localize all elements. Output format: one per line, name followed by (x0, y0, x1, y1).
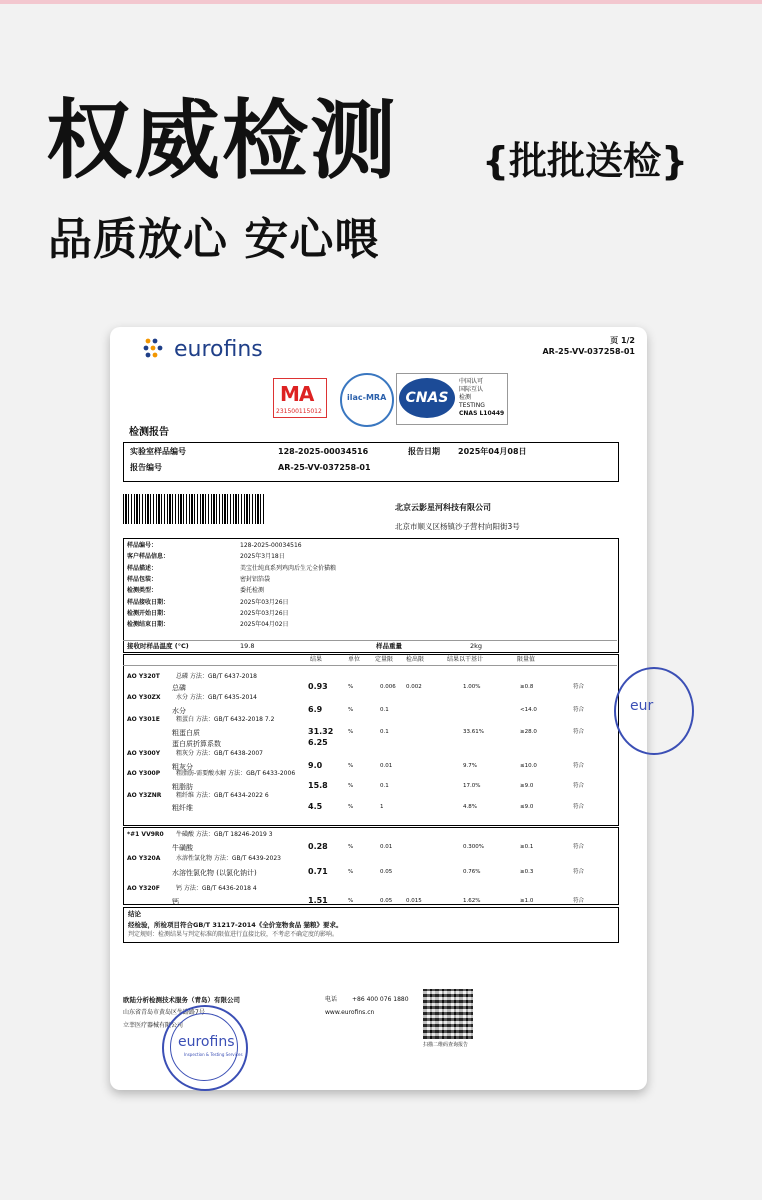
test-limit: ≥28.0 (520, 729, 537, 735)
test-dry: 4.8% (463, 804, 477, 810)
test-limit: ≥1.0 (520, 898, 534, 904)
test-limit: ≤9.0 (520, 804, 534, 810)
test-verdict: 符合 (573, 898, 585, 904)
column-header: 定量限 (375, 656, 394, 663)
test-result: 0.71 (308, 867, 328, 876)
cnas-text: 中国认可 国际互认 检测 TESTING CNAS L10449 (459, 378, 505, 417)
test-method: 粗脂肪-需要酸水解 方法：GB/T 6433-2006 (176, 770, 296, 777)
sample-info-value: 2025年04月02日 (240, 621, 289, 629)
test-dry: 1.00% (463, 684, 481, 690)
page-number: 页 1/2 (610, 336, 635, 345)
sample-info-label: 样品接收日期： (127, 598, 170, 606)
cma-mark: MA 231500115012 (273, 378, 327, 418)
test-limit: <14.0 (520, 707, 537, 713)
test-verdict: 符合 (573, 763, 585, 769)
sample-info-value: 2025年03月26日 (240, 598, 289, 606)
test-verdict: 符合 (573, 707, 585, 713)
sample-info-value: 委托检测 (240, 587, 265, 595)
footer-company: 欧陆分析检测技术服务（青岛）有限公司 (123, 996, 240, 1004)
test-result: 1.51 (308, 896, 328, 905)
test-code: AO Y300P (127, 770, 161, 777)
sample-info-label: 样品编号： (127, 542, 158, 549)
column-header: 结果以干基计 (447, 656, 484, 663)
column-header: 检出限 (406, 656, 425, 663)
sample-info-value: 2025年3月18日 (240, 553, 285, 561)
test-name: 水分 (172, 707, 186, 715)
client-address: 北京市顺义区杨镇沙子营村向阳街3号 (395, 522, 520, 531)
test-limit: ≤10.0 (520, 763, 537, 769)
test-dry: 9.7% (463, 763, 477, 769)
test-unit: % (348, 783, 354, 789)
sample-info-label: 检测开始日期： (127, 609, 170, 617)
test-name: 粗纤维 (172, 804, 193, 812)
test-name: 粗灰分 (172, 763, 193, 771)
test-result: 6.9 (308, 705, 323, 714)
test-lod: 0.002 (406, 684, 422, 690)
test-result: 9.0 (308, 761, 323, 770)
test-loq: 0.01 (380, 763, 393, 769)
test-code: AO Y320T (127, 673, 160, 680)
qr-code (423, 989, 473, 1039)
telephone: +86 400 076 1880 (352, 996, 409, 1003)
sample-info-value: 2025年03月26日 (240, 609, 289, 617)
test-method: 粗蛋白 方法：GB/T 6432-2018 7.2 (176, 716, 275, 723)
headline-subtitle: 品质放心 安心喂 (48, 214, 380, 265)
test-verdict: 符合 (573, 783, 585, 789)
brand-name: eurofins (174, 337, 263, 362)
test-unit: % (348, 707, 354, 713)
headline-tag: {批批送检} (482, 139, 689, 183)
test-method: 水溶性氯化物 方法：GB/T 6439-2023 (176, 855, 281, 862)
test-method: 钙 方法：GB/T 6436-2018 4 (176, 885, 257, 892)
column-header: 结果 (310, 656, 323, 663)
client-name: 北京云影星河科技有限公司 (395, 503, 491, 512)
test-loq: 1 (380, 804, 384, 810)
conclusion-text: 经检验，所检项目符合GB/T 31217-2014《全价宠物食品 猫粮》要求。 (128, 921, 343, 929)
sample-info-label: 样品描述： (127, 564, 158, 572)
test-unit: % (348, 763, 354, 769)
barcode (123, 494, 265, 524)
test-result: 15.8 (308, 781, 328, 790)
test-method: 粗纤维 方法：GB/T 6434-2022 6 (176, 792, 269, 799)
sample-info-box (123, 538, 619, 653)
column-header: 单位 (348, 656, 361, 663)
test-dry: 17.0% (463, 783, 481, 789)
test-name: 蛋白质折算系数 (172, 740, 221, 748)
test-code: AO Y320A (127, 855, 161, 862)
test-dry: 0.300% (463, 844, 484, 850)
test-verdict: 符合 (573, 684, 585, 690)
column-header: 限量值 (517, 656, 536, 663)
test-dry: 0.76% (463, 869, 481, 875)
test-verdict: 符合 (573, 804, 585, 810)
test-result: 0.28 (308, 842, 328, 851)
test-method: 水分 方法：GB/T 6435-2014 (176, 694, 257, 701)
test-result: 4.5 (308, 802, 323, 811)
sample-info-value: 美宝仕纯真系列鸡肉后生元全价猫粮 (240, 564, 337, 572)
test-name: 牛磺酸 (172, 844, 193, 852)
test-loq: 0.1 (380, 729, 389, 735)
test-unit: % (348, 844, 354, 850)
test-dry: 1.62% (463, 898, 481, 904)
official-seal-stamp: eurofins Inspection & Testing Services (162, 1005, 248, 1091)
test-verdict: 符合 (573, 729, 585, 735)
test-method: 总磷 方法：GB/T 6437-2018 (176, 673, 257, 680)
sample-info-label: 检测结束日期： (127, 621, 170, 629)
sample-info-label: 样品包装： (127, 575, 158, 583)
test-limit: ≥0.3 (520, 869, 534, 875)
conclusion-note: 判定规则：检测结果与判定标准的限值进行直接比较，不考虑不确定度的影响。 (128, 931, 339, 938)
test-unit: % (348, 729, 354, 735)
headline-title: 权威检测 (46, 91, 398, 191)
test-loq: 0.01 (380, 844, 393, 850)
test-verdict: 符合 (573, 844, 585, 850)
test-name: 钙 (172, 898, 179, 906)
test-unit: % (348, 804, 354, 810)
test-name: 粗蛋白质 (172, 729, 200, 737)
doc-title: 检测报告 (129, 427, 169, 438)
sample-info-label: 客户样品信息： (127, 553, 170, 561)
top-accent-line (0, 0, 762, 4)
sample-info-value: 128-2025-00034516 (240, 542, 302, 549)
test-name: 水溶性氯化物 (以氯化钠计) (172, 869, 257, 877)
footer-address: 山东省青岛市黄岛区牛路路7号 (123, 1009, 205, 1016)
test-result: 31.32 (308, 727, 334, 736)
website: www.eurofins.cn (325, 1009, 375, 1016)
test-loq: 0.006 (380, 684, 396, 690)
qr-caption: 扫描二维码查询报告 (423, 1042, 469, 1048)
test-code: AO Y300Y (127, 750, 161, 757)
test-loq: 0.05 (380, 898, 393, 904)
test-dry: 33.61% (463, 729, 484, 735)
test-code: *#1 VV9R0 (127, 831, 164, 838)
test-result: 0.93 (308, 682, 328, 691)
sample-info-value: 密封铝箔袋 (240, 575, 271, 583)
test-verdict: 符合 (573, 869, 585, 875)
test-lod: 0.015 (406, 898, 422, 904)
test-loq: 0.1 (380, 783, 389, 789)
test-unit: % (348, 869, 354, 875)
test-method: 牛磺酸 方法：GB/T 18246-2019 3 (176, 831, 273, 838)
test-loq: 0.05 (380, 869, 393, 875)
test-code: AO Y320F (127, 885, 160, 892)
sample-info-label: 检测类型： (127, 587, 158, 595)
test-limit: ≥0.1 (520, 844, 534, 850)
cnas-mark: CNAS 中国认可 国际互认 检测 TESTING CNAS L10449 (396, 373, 508, 425)
test-result: 6.25 (308, 738, 328, 747)
test-loq: 0.1 (380, 707, 389, 713)
test-limit: ≥0.8 (520, 684, 534, 690)
test-code: AO Y301E (127, 716, 160, 723)
test-limit: ≥9.0 (520, 783, 534, 789)
report-number-top: AR-25-VV-037258-01 (542, 347, 635, 356)
results-table-box-2 (123, 827, 619, 905)
test-code: AO Y3ZNR (127, 792, 162, 799)
test-name: 总磷 (172, 684, 186, 692)
test-unit: % (348, 684, 354, 690)
test-code: AO Y30ZX (127, 694, 161, 701)
test-unit: % (348, 898, 354, 904)
ilac-mra-mark: ilac-MRA (340, 373, 394, 427)
test-report-document: eurofins 页 1/2 AR-25-VV-037258-01 MA 231500115012 ilac-MRA CNAS 中国认可 国际互认 检测 TESTING CNAS L10449 检测报告 实验室样品编号 128-2025-00034516 报告日期 2025年04月08日 报告编号 AR-25-VV-037258-01 北京云影星河科技有限公司 北京市顺义区杨镇沙子营村向阳街3号 样品编号： 128-2025-00034516 客户样品信息： 2025年3月18日 样品描述： 美宝仕纯真系列鸡肉后生元全价猫粮 样品包装： 密封铝箔袋 检测类型： 委托检测 样品接收日期： 2025年03月26日 检测开始日期： 2025年03月26日 检测结束日期： 2025年04月02日 接收时样品温度 (°C) 19.8 样品重量 2kg 结果 单位 定量限 检出限 结果以干基计 限量值 AO Y320T 总磷 方法：GB/T 6437-2018 总磷 0.93 % 0.006 0.002 1.00% ≥0.8 符合 AO Y30ZX 水分 方法：GB/T 6435-2014 水分 6.9 % 0.1 <14.0 符合 AO Y301E 粗蛋白 方法：GB/T 6432-2018 7.2 粗蛋白质 31.32 % 0.1 33.61% ≥28.0 符合 蛋白质折算系数 6.25 AO Y300Y 粗灰分 方法：GB/T 6438-2007 粗灰分 9.0 % 0.01 9.7% ≤10.0 符合 AO Y300P 粗脂肪-需要酸水解 方法：GB/T 6433-2006 粗脂肪 15.8 % 0.1 17.0% ≥9.0 符合 AO Y3ZNR 粗纤维 方法：GB/T 6434-2022 6 粗纤维 4.5 % 1 4.8% ≤9.0 符合 *#1 VV9R0 牛磺酸 方法：GB/T 18246-2019 3 牛磺酸 0.28 % 0.01 0.300% ≥0.1 符合 AO Y320A 水溶性氯化物 方法：GB/T 6439-2023 水溶性氯化物 (以氯化钠计) 0.71 % 0.05 0.76% ≥0.3 符合 AO Y320F 钙 方法：GB/T 6436-2018 4 钙 1.51 % 0.05 0.015 1.62% ≥1.0 符合 结论 经检验，所检项目符合GB/T 31217-2014《全价宠物食品 猫粮》要求。 判定规则：检测结果与判定标准的限值进行直接比较，不考虑不确定度的影响。 欧陆分析检测技术服务（青岛）有限公司 山东省青岛市黄岛区牛路路7号 立莘医疗器械有限公司 电话 +86 400 076 1880 www.eurofins.cn 扫描二维码查询报告 eurofins Inspection & Testing Services eur (110, 327, 647, 1090)
footer-line3: 立莘医疗器械有限公司 (123, 1022, 184, 1029)
test-name: 粗脂肪 (172, 783, 193, 791)
test-method: 粗灰分 方法：GB/T 6438-2007 (176, 750, 263, 757)
edge-seal-stamp: eur (614, 667, 694, 755)
report-header-box (123, 442, 619, 482)
eurofins-logo-icon (142, 337, 168, 361)
